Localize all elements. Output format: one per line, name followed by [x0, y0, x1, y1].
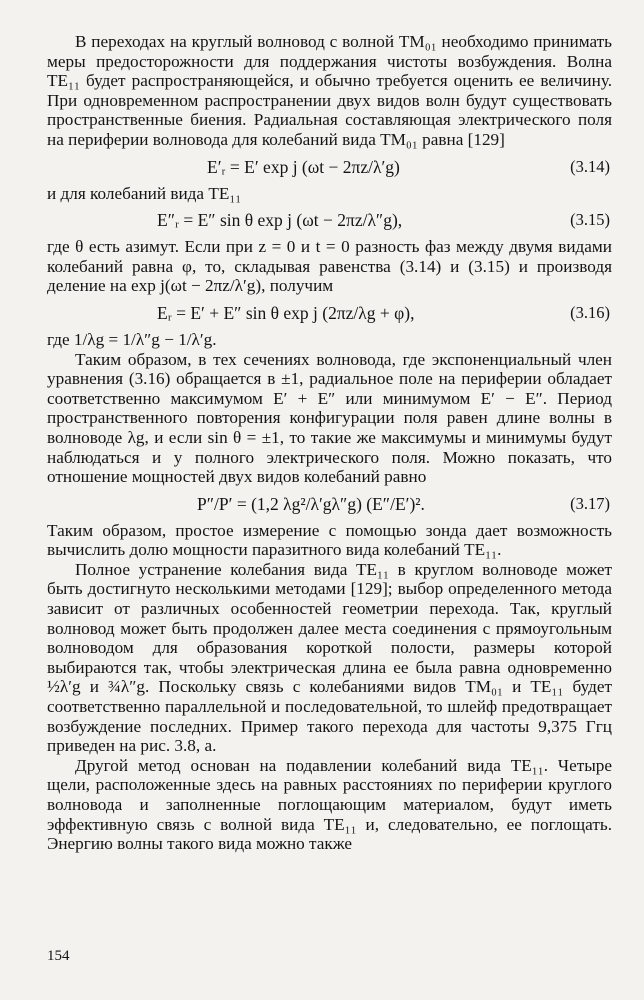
equation-3-14 — [47, 150, 612, 184]
equation-body: P″/P′ = (1,2 λg²/λ′gλ″g) (E″/E′)². — [197, 493, 425, 514]
equation-number: (3.17) — [570, 493, 610, 513]
paragraph: Таким образом, в тех сечениях волновода, где экспоненциальный член уравнения (3.16) обращается в ±1, радиальное поле на периферии обладает соответственно максимумом E′ + E″ или минимумом E′ − E″. Период пространственного повторения конфигурации поля равен длине волны в волноводе λg, и если sin θ = ±1, то такие же максимумы и минимумы будут наблюдаться и у полного электрического поля. Можно показать, что отношение мощностей двух видов колебаний равно — [47, 349, 612, 487]
paragraph: Полное устранение колебания вида TE₁₁ в круглом волноводе может быть достигнуто несколькими методами [129]; выбор определенного метода зависит от различных особенностей геометрии перехода. Так, круглый волновод может быть продолжен далее места соединения с прямоугольным волноводом для образования короткой полости, размеры которой выбираются так, чтобы электрическая длина ее была равна одновременно ½λ′g и ¾λ″g. Поскольку связь с колебаниями видов TM₀₁ и TE₁₁ будет соответственно параллельной и последовательной, то шлейф предотвращает возбуждение последних. Пример такого перехода для частоты 9,375 Ггц приведен на рис. 3.8, а. — [47, 559, 612, 756]
equation-body: E″ᵣ = E″ sin θ exp j (ωt − 2πz/λ″g), — [157, 210, 403, 231]
equation-number: (3.15) — [570, 210, 610, 230]
equation-body: Eᵣ = E′ + E″ sin θ exp j (2πz/λg + φ), — [157, 302, 415, 323]
paragraph: Таким образом, простое измерение с помощью зонда дает возможность вычислить долю мощности паразитного вида колебаний TE₁₁. — [47, 520, 612, 560]
paragraph: Другой метод основан на подавлении колебаний вида TE₁₁. Четыре щели, расположенные здесь на равных расстояниях по периферии круглого волновода и заполненные поглощающим материалом, будут иметь эффективную связь с волной вида TE₁₁ и, следовательно, ее поглощать. Энергию волны такого вида можно также — [47, 755, 612, 854]
equation-3-15 — [47, 203, 612, 237]
text-block — [47, 32, 612, 854]
equation-number: (3.14) — [570, 156, 610, 176]
equation-3-16 — [47, 296, 612, 330]
equation-body: E′ᵣ = E′ exp j (ωt − 2πz/λ′g) — [207, 156, 400, 177]
paragraph: где θ есть азимут. Если при z = 0 и t = 0 разность фаз между двумя видами колебаний равна φ, то, складывая равенства (3.14) и (3.15) и производя деление на exp j(ωt − 2πz/λ′g), получим — [47, 237, 612, 296]
equation-number: (3.16) — [570, 302, 610, 322]
paragraph: где 1/λg = 1/λ″g − 1/λ′g. — [47, 329, 217, 349]
paragraph: и для колебаний вида TE₁₁ — [47, 183, 242, 203]
paragraph: В переходах на круглый волновод с волной TM₀₁ необходимо принимать меры предосторожности для поддержания чистоты возбуждения. Волна TE₁₁ будет распространяющейся, и обычно требуется оценить ее величину. При одновременном распространении двух видов волн будут существовать пространственные биения. Радиальная составляющая электрического поля на периферии волновода для колебаний вида TM₀₁ равна [129] — [47, 32, 612, 149]
page-number: 154 — [47, 948, 70, 964]
equation-3-17 — [47, 487, 612, 521]
